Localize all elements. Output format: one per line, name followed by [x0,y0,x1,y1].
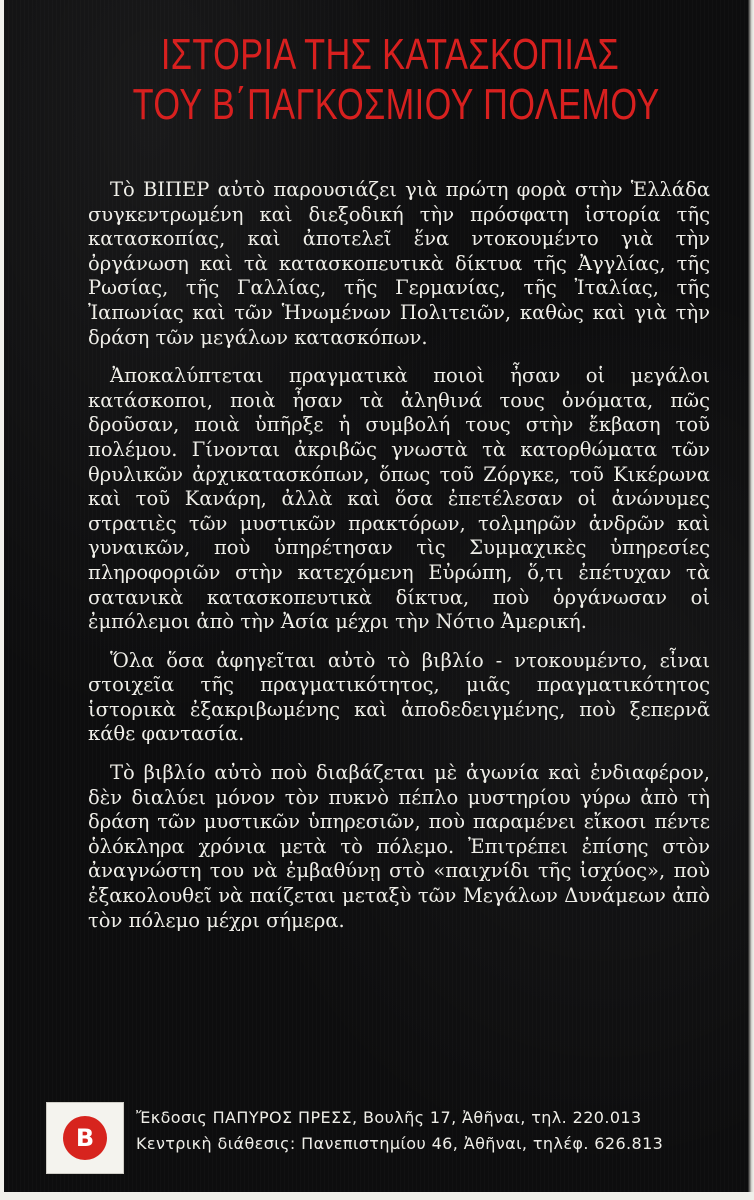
publisher-logo [46,1102,124,1174]
publisher-footer [40,1096,754,1180]
blurb-paragraph-3: Ὅλα ὅσα ἀφηγεῖται αὐτὸ τὸ βιβλίο - ντοκουμέντο, εἶναι στοιχεῖα τῆς πραγματικότητος, μιᾶς πραγματικότητος ἱστορικὰ ἐξακριβωμένης καὶ ἀποδεδειγμένης, ποὺ ξεπερνᾶ κάθε φαντασία. [88,648,710,746]
publisher-address-line: Ἔκδοσις ΠΑΠΥΡΟΣ ΠΡΕΣΣ, Βουλῆς 17, Ἀθῆναι, τηλ. 220.013 [136,1108,642,1127]
title-line-2: ΤΟΥ Β΄ΠΑΓΚΟΣΜΙΟΥ ΠΟΛΕΜΟΥ [132,80,660,129]
blurb-paragraph-4: Τὸ βιβλίο αὐτὸ ποὺ διαβάζεται μὲ ἀγωνία καὶ ἐνδιαφέρον, δὲν διαλύει μόνον τὸν πυκνὸ πέπλο μυστηρίου γύρω ἀπὸ τὴ δράση τῶν μυστικῶν ὑπηρεσιῶν, ποὺ παραμένει εἴκοσι πέντε ὁλόκληρα χρόνια μετὰ τὸ πόλεμο. Ἐπιτρέπει ἐπίσης στὸν ἀναγνώστη του νὰ ἐμβαθύνῃ στὸ «παιχνίδι τῆς ἰσχύος», ποὺ ἐξακολουθεῖ νὰ παίζεται μεταξὺ τῶν Μεγάλων Δυνάμεων ἀπὸ τὸν πόλεμο μέχρι σήμερα. [88,761,710,932]
title-line-1: ΙΣΤΟΡΙΑ ΤΗΣ ΚΑΤΑΣΚΟΠΙΑΣ [160,30,620,79]
cover-title [60,30,720,130]
distribution-address-line: Κεντρικὴ διάθεσις: Πανεπιστημίου 46, Ἀθῆναι, τηλέφ. 626.813 [136,1134,664,1153]
blurb-text [88,178,710,947]
blurb-paragraph-2: Ἀποκαλύπτεται πραγματικὰ ποιοὶ ἦσαν οἱ μεγάλοι κατάσκοποι, ποιὰ ἦσαν τὰ ἀληθινά τους ὀνόματα, πῶς δροῦσαν, ποιὰ ὑπῆρξε ἡ συμβολή τους στὴν ἔκβαση τοῦ πολέμου. Γίνονται ἀκριβῶς γνωστὰ τὰ κατορθώματα τῶν θρυλικῶν ἀρχικατασκόπων, ὅπως τοῦ Ζόργκε, τοῦ Κικέρωνα καὶ τοῦ Κανάρη, ἀλλὰ καὶ ὅσα ἐπετέλεσαν οἱ ἀνώνυμες στρατιὲς τῶν μυστικῶν πρακτόρων, τολμηρῶν ἀνδρῶν καὶ γυναικῶν, ποὺ ὑπηρέτησαν τὶς Συμμαχικὲς ὑπηρεσίες πληροφοριῶν στὴν κατεχόμενη Εὐρώπη, ὅ,τι ἐπέτυχαν τὰ σατανικὰ κατασκοπευτικὰ δίκτυα, ποὺ ὀργάνωσαν οἱ ἐμπόλεμοι ἀπὸ τὴν Ἀσία μέχρι τὴν Νότιο Ἀμερική. [88,364,710,634]
cover-right-edge [748,0,754,1200]
blurb-paragraph-1: Τὸ ΒΙΠΕΡ αὐτὸ παρουσιάζει γιὰ πρώτη φορὰ στὴν Ἑλλάδα συγκεντρωμένη καὶ διεξοδική τὴν πρόσφατη ἱστορία τῆς κατασκοπίας, καὶ ἀποτελεῖ ἕνα ντοκουμέντο γιὰ τὴν ὀργάνωση καὶ τὰ κατασκοπευτικὰ δίκτυα τῆς Ἀγγλίας, τῆς Ρωσίας, τῆς Γαλλίας, τῆς Γερμανίας, τῆς Ἰταλίας, τῆς Ἰαπωνίας καὶ τῶν Ἡνωμένων Πολιτειῶν, καθὼς καὶ γιὰ τὴν δράση τῶν μεγάλων κατασκόπων. [88,178,710,349]
cover-bottom-edge [0,1192,754,1200]
publisher-logo-badge: B [63,1116,107,1160]
cover-left-edge [0,0,4,1200]
